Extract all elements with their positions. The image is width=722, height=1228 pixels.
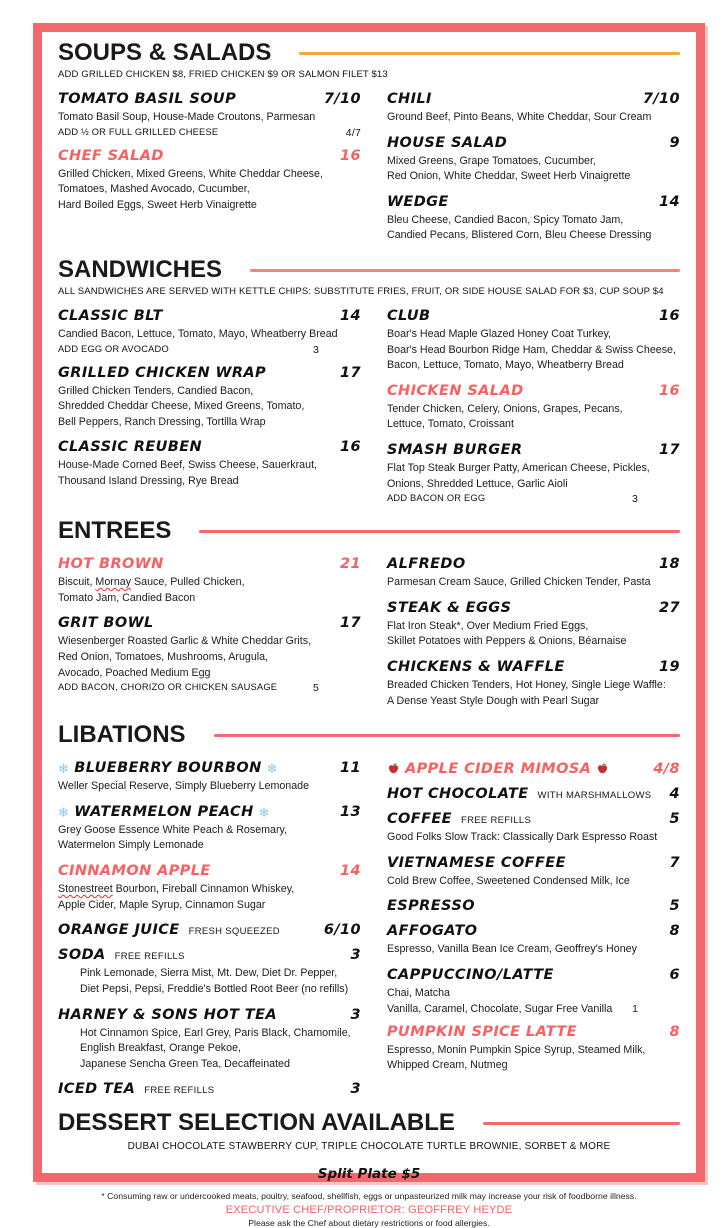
menu-item-price: 5	[669, 811, 680, 828]
menu-item-price: 8	[669, 923, 680, 940]
menu-item-desc: Tomato Basil Soup, House-Made Croutons, Parmesan	[58, 110, 316, 123]
menu-item	[58, 1081, 361, 1097]
menu-item-desc: Weller Special Reserve, Simply Blueberry Lemonade	[58, 780, 310, 793]
menu-item-price: 14	[659, 193, 680, 210]
menu-column	[58, 299, 361, 505]
menu-item	[58, 760, 361, 795]
menu-item-name: COFFEE	[387, 811, 452, 828]
menu-item-desc: Chai, Matcha	[387, 987, 450, 999]
menu-item-price: 4/8	[653, 761, 680, 778]
menu-item-name: CHEF SALAD	[58, 147, 164, 164]
allergies-note: Please ask the Chef about dietary restrictions or food allergies.	[248, 1218, 490, 1228]
menu-item	[58, 863, 361, 913]
menu-item	[387, 135, 680, 185]
menu-item-name: CHICKENS & WAFFLE	[387, 659, 565, 675]
addon-row	[387, 1003, 680, 1015]
chef-proprietor-line: EXECUTIVE CHEF/PROPRIETOR: GEOFFREY HEYDE	[225, 1204, 513, 1217]
dessert-list-note: DUBAI CHOCOLATE STAWBERRY CUP, TRIPLE CHOCOLATE TURTLE BROWNIE, SORBET & MORE	[127, 1141, 611, 1153]
menu-item-price: 5	[669, 898, 680, 915]
menu-item-desc: Espresso, Vanilla Bean Ice Cream, Geoffrey's Honey	[387, 943, 637, 956]
menu-item-desc: Biscuit, Mornay Sauce, Pulled Chicken, Tomato Jam, Candied Bacon	[58, 576, 245, 604]
menu-item	[387, 786, 680, 802]
addon-label: ADD ½ OR FULL GRILLED CHEESE	[58, 126, 219, 137]
menu-item-name: GRIT BOWL	[58, 615, 154, 632]
menu-item-price: 8	[669, 1023, 680, 1040]
menu-item	[387, 659, 680, 709]
menu-item-name: AFFOGATO	[387, 923, 478, 940]
menu-item-desc: Wiesenberger Roasted Garlic & White Cheddar Grits, Red Onion, Tomatoes, Mushrooms, Arugula, Avocado, Poached Medium Egg	[58, 635, 312, 679]
section-title: ENTREES	[58, 517, 172, 545]
addon-label: ADD BACON OR EGG	[387, 493, 486, 504]
menu-item	[58, 1007, 361, 1073]
menu-frame	[33, 23, 705, 1228]
menu-item-price: 6/10	[323, 922, 361, 939]
menu-item-desc: Hot Cinnamon Spice, Earl Grey, Paris Black, Chamomile, English Breakfast, Orange Pekoe, Japanese Sencha Green Tea, Decaffeinated	[80, 1026, 351, 1070]
apple-icon	[596, 762, 609, 775]
menu-item	[58, 91, 361, 139]
menu-item-desc: Stonestreet Bourbon, Fireball Cinnamon Whiskey, Apple Cider, Maple Syrup, Cinnamon Sugar	[58, 883, 295, 911]
menu-column	[58, 547, 361, 709]
menu-column	[58, 751, 361, 1097]
menu-item-desc: Parmesan Cream Sauce, Grilled Chicken Tender, Pasta	[387, 576, 651, 589]
menu-item-desc: Flat Top Steak Burger Patty, American Cheese, Pickles, Onions, Shredded Lettuce, Garlic Aioli	[387, 462, 650, 490]
menu-item-name: HARNEY & SONS HOT TEA	[58, 1006, 278, 1023]
menu-item	[387, 194, 680, 244]
menu-item-name: VIETNAMESE COFFEE	[387, 854, 566, 871]
menu-item-name: ORANGE JUICE	[58, 922, 180, 939]
menu-column	[387, 82, 680, 244]
menu-item-name: HOT BROWN	[58, 556, 164, 573]
menu-item-price: 6	[669, 967, 680, 983]
section-note: ALL SANDWICHES ARE SERVED WITH KETTLE CHIPS: SUBSTITUTE FRIES, FRUIT, OR SIDE HOUSE SALAD FOR $3, CUP SOUP $4	[58, 285, 664, 297]
menu-item-price: 27	[659, 599, 680, 616]
misspelled-word: Mornay	[95, 576, 132, 589]
menu-item-desc: Grey Goose Essence White Peach & Rosemary, Watermelon Simply Lemonade	[58, 823, 288, 852]
menu-item-name: PUMPKIN SPICE LATTE	[387, 1023, 578, 1040]
snowflake-icon: ❄	[266, 762, 278, 778]
menu-item-price: 17	[340, 364, 361, 381]
menu-item-desc: Tender Chicken, Celery, Onions, Grapes, Pecans, Lettuce, Tomato, Croissant	[387, 402, 623, 431]
section-title: SOUPS & SALADS	[58, 39, 272, 66]
menu-item-price: 21	[340, 556, 361, 573]
addon-label: Vanilla, Caramel, Chocolate, Sugar Free Vanilla	[387, 1002, 613, 1015]
menu-item	[387, 811, 680, 846]
menu-item-price: 7	[669, 854, 680, 871]
menu-item-name: CAPPUCCINO/LATTE	[387, 967, 554, 983]
disclaimer-note: * Consuming raw or undercooked meats, poultry, seafood, shellfish, eggs or unpasteurized milk may increase your risk of foodborne illness.	[101, 1191, 637, 1202]
menu-item-name: CLASSIC BLT	[58, 307, 163, 324]
addon-price: 1	[632, 1002, 638, 1015]
menu-item	[58, 439, 361, 489]
menu-column	[387, 299, 680, 505]
menu-item	[58, 615, 361, 694]
addon-price: 3	[631, 493, 638, 506]
menu-item	[58, 947, 361, 997]
menu-item-desc: Breaded Chicken Tenders, Hot Honey, Single Liege Waffle: A Dense Yeast Style Dough with Pearl Sugar	[387, 679, 666, 707]
menu-item	[387, 556, 680, 591]
addon-price: 4/7	[345, 126, 361, 139]
menu-item-suffix: FRESH SQUEEZED	[188, 926, 280, 938]
section-divider	[299, 52, 680, 55]
menu-item	[387, 923, 680, 958]
menu-item-name: STEAK & EGGS	[387, 599, 512, 616]
menu-sections	[58, 40, 680, 1152]
menu-item	[58, 556, 361, 606]
menu-item-name: WATERMELON PEACH	[74, 803, 254, 820]
menu-item-name: WEDGE	[387, 193, 449, 210]
menu-item-price: 7/10	[323, 90, 361, 107]
section-divider	[250, 269, 680, 272]
menu-item-desc: Flat Iron Steak*, Over Medium Fried Eggs, Skillet Potatoes with Peppers & Onions, Béarnaise	[387, 619, 627, 648]
addon-label: ADD BACON, CHORIZO OR CHICKEN SAUSAGE	[58, 682, 278, 693]
menu-item-price: 7/10	[642, 90, 680, 107]
addon-row	[58, 344, 361, 356]
menu-item	[58, 922, 361, 938]
addon-label: ADD EGG OR AVOCADO	[58, 343, 169, 354]
menu-item-desc: Bleu Cheese, Candied Bacon, Spicy Tomato Jam, Candied Pecans, Blistered Corn, Bleu Cheese Dressing	[387, 213, 652, 242]
menu-column	[387, 547, 680, 709]
menu-item-name: CINNAMON APPLE	[58, 863, 211, 879]
menu-item	[387, 308, 680, 374]
menu-item-price: 17	[659, 442, 680, 458]
menu-item-name: ICED TEA	[58, 1081, 136, 1098]
addon-price: 5	[312, 682, 319, 695]
menu-item-price: 14	[340, 307, 361, 324]
menu-item-price: 16	[659, 382, 680, 399]
menu-item-desc: Cold Brew Coffee, Sweetened Condensed Milk, Ice	[387, 874, 630, 887]
menu-column	[387, 751, 680, 1097]
menu-item-name: ALFREDO	[387, 556, 466, 573]
menu-item-name: CHICKEN SALAD	[387, 382, 524, 399]
addon-row	[387, 493, 680, 505]
misspelled-word: Stonestreet	[58, 883, 113, 895]
menu-item-price: 13	[340, 803, 361, 820]
menu-item-price: 3	[350, 947, 361, 964]
menu-item-price: 9	[669, 134, 680, 151]
menu-item	[58, 308, 361, 356]
menu-item	[387, 898, 680, 914]
menu-item	[387, 967, 680, 1015]
section-divider	[199, 530, 680, 533]
menu-item-desc: House-Made Corned Beef, Swiss Cheese, Sauerkraut, Thousand Island Dressing, Rye Bread	[58, 459, 318, 487]
menu-item-desc: Boar's Head Maple Glazed Honey Coat Turkey, Boar's Head Bourbon Ridge Ham, Cheddar & Swiss Cheese, Bacon, Lettuce, Tomato, Mayo, Wheatberry Bread	[387, 327, 676, 372]
menu-item-suffix: FREE REFILLS	[144, 1085, 215, 1097]
menu-section	[58, 1110, 680, 1152]
menu-column	[58, 82, 361, 244]
menu-item-name: GRILLED CHICKEN WRAP	[58, 364, 267, 381]
menu-item-price: 3	[350, 1006, 361, 1023]
menu-item-name: ESPRESSO	[387, 898, 475, 915]
section-divider	[214, 734, 680, 737]
menu-item	[387, 1024, 680, 1074]
menu-item-desc: Espresso, Monin Pumpkin Spice Syrup, Steamed Milk, Whipped Cream, Nutmeg	[387, 1043, 646, 1072]
menu-item-desc: Mixed Greens, Grape Tomatoes, Cucumber, Red Onion, White Cheddar, Sweet Herb Vinaigrette	[387, 154, 631, 183]
section-note: ADD GRILLED CHICKEN $8, FRIED CHICKEN $9 OR SALMON FILET $13	[58, 68, 388, 80]
menu-item-name: APPLE CIDER MIMOSA	[405, 761, 592, 778]
menu-item	[387, 600, 680, 650]
section-title: DESSERT SELECTION AVAILABLE	[58, 1109, 455, 1137]
menu-item-name: TOMATO BASIL SOUP	[58, 90, 237, 107]
menu-item-desc: Good Folks Slow Track: Classically Dark Espresso Roast	[387, 831, 658, 844]
menu-item-price: 16	[659, 307, 680, 324]
menu-item	[387, 383, 680, 433]
apple-icon	[387, 762, 400, 775]
menu-item-price: 3	[350, 1081, 361, 1098]
menu-item-name: CHILI	[387, 90, 432, 107]
menu-item-desc: Grilled Chicken, Mixed Greens, White Cheddar Cheese, Tomatoes, Mashed Avocado, Cucumber, Hard Boiled Eggs, Sweet Herb Vinaigrette	[58, 167, 323, 211]
menu-item-price: 14	[340, 863, 361, 879]
menu-item-name: CLUB	[387, 307, 431, 324]
split-plate-note: Split Plate $5	[317, 1166, 421, 1183]
addon-row	[58, 682, 361, 694]
menu-item-desc: Pink Lemonade, Sierra Mist, Mt. Dew, Diet Dr. Pepper, Diet Pepsi, Pepsi, Freddie's Bottled Root Beer (no refills)	[80, 967, 349, 995]
section-title: LIBATIONS	[58, 721, 186, 749]
menu-item-name: HOT CHOCOLATE	[387, 786, 529, 803]
menu-item-price: 16	[340, 439, 361, 456]
menu-item	[58, 365, 361, 431]
menu-item-price: 18	[659, 556, 680, 573]
menu-item-price: 11	[340, 760, 361, 777]
menu-content	[42, 32, 696, 1228]
menu-item-name: SMASH BURGER	[387, 442, 523, 458]
snowflake-icon: ❄	[58, 805, 70, 821]
menu-section	[58, 722, 680, 1097]
menu-section	[58, 40, 680, 244]
addon-row	[58, 127, 361, 139]
menu-item-price: 17	[340, 615, 361, 632]
menu-item-name: SODA	[58, 947, 106, 964]
menu-item-name: BLUEBERRY BOURBON	[74, 760, 262, 777]
menu-item-name: HOUSE SALAD	[387, 134, 508, 151]
menu-item-price: 16	[340, 147, 361, 164]
menu-item-desc: Candied Bacon, Lettuce, Tomato, Mayo, Wheatberry Bread	[58, 327, 338, 340]
menu-item-price: 4	[669, 786, 680, 803]
section-divider	[483, 1122, 680, 1125]
menu-item-name: CLASSIC REUBEN	[58, 439, 203, 456]
menu-item-desc: Ground Beef, Pinto Beans, White Cheddar, Sour Cream	[387, 110, 652, 123]
menu-item	[58, 148, 361, 214]
menu-item-suffix: FREE REFILLS	[461, 815, 532, 827]
menu-item-price: 19	[659, 659, 680, 675]
menu-item	[387, 91, 680, 126]
menu-item	[58, 804, 361, 854]
snowflake-icon: ❄	[258, 805, 270, 821]
menu-section	[58, 518, 680, 709]
menu-section	[58, 257, 680, 505]
menu-item	[387, 442, 680, 505]
menu-item-suffix: FREE REFILLS	[114, 951, 185, 963]
section-title: SANDWICHES	[58, 256, 223, 283]
menu-item-desc: Grilled Chicken Tenders, Candied Bacon, Shredded Cheddar Cheese, Mixed Greens, Tomato, Bell Peppers, Ranch Dressing, Tortilla Wrap	[58, 384, 305, 428]
addon-price: 3	[312, 343, 319, 356]
menu-item-suffix: WITH MARSHMALLOWS	[537, 790, 652, 802]
snowflake-icon: ❄	[58, 762, 70, 778]
menu-item	[387, 760, 680, 777]
menu-item	[387, 855, 680, 890]
